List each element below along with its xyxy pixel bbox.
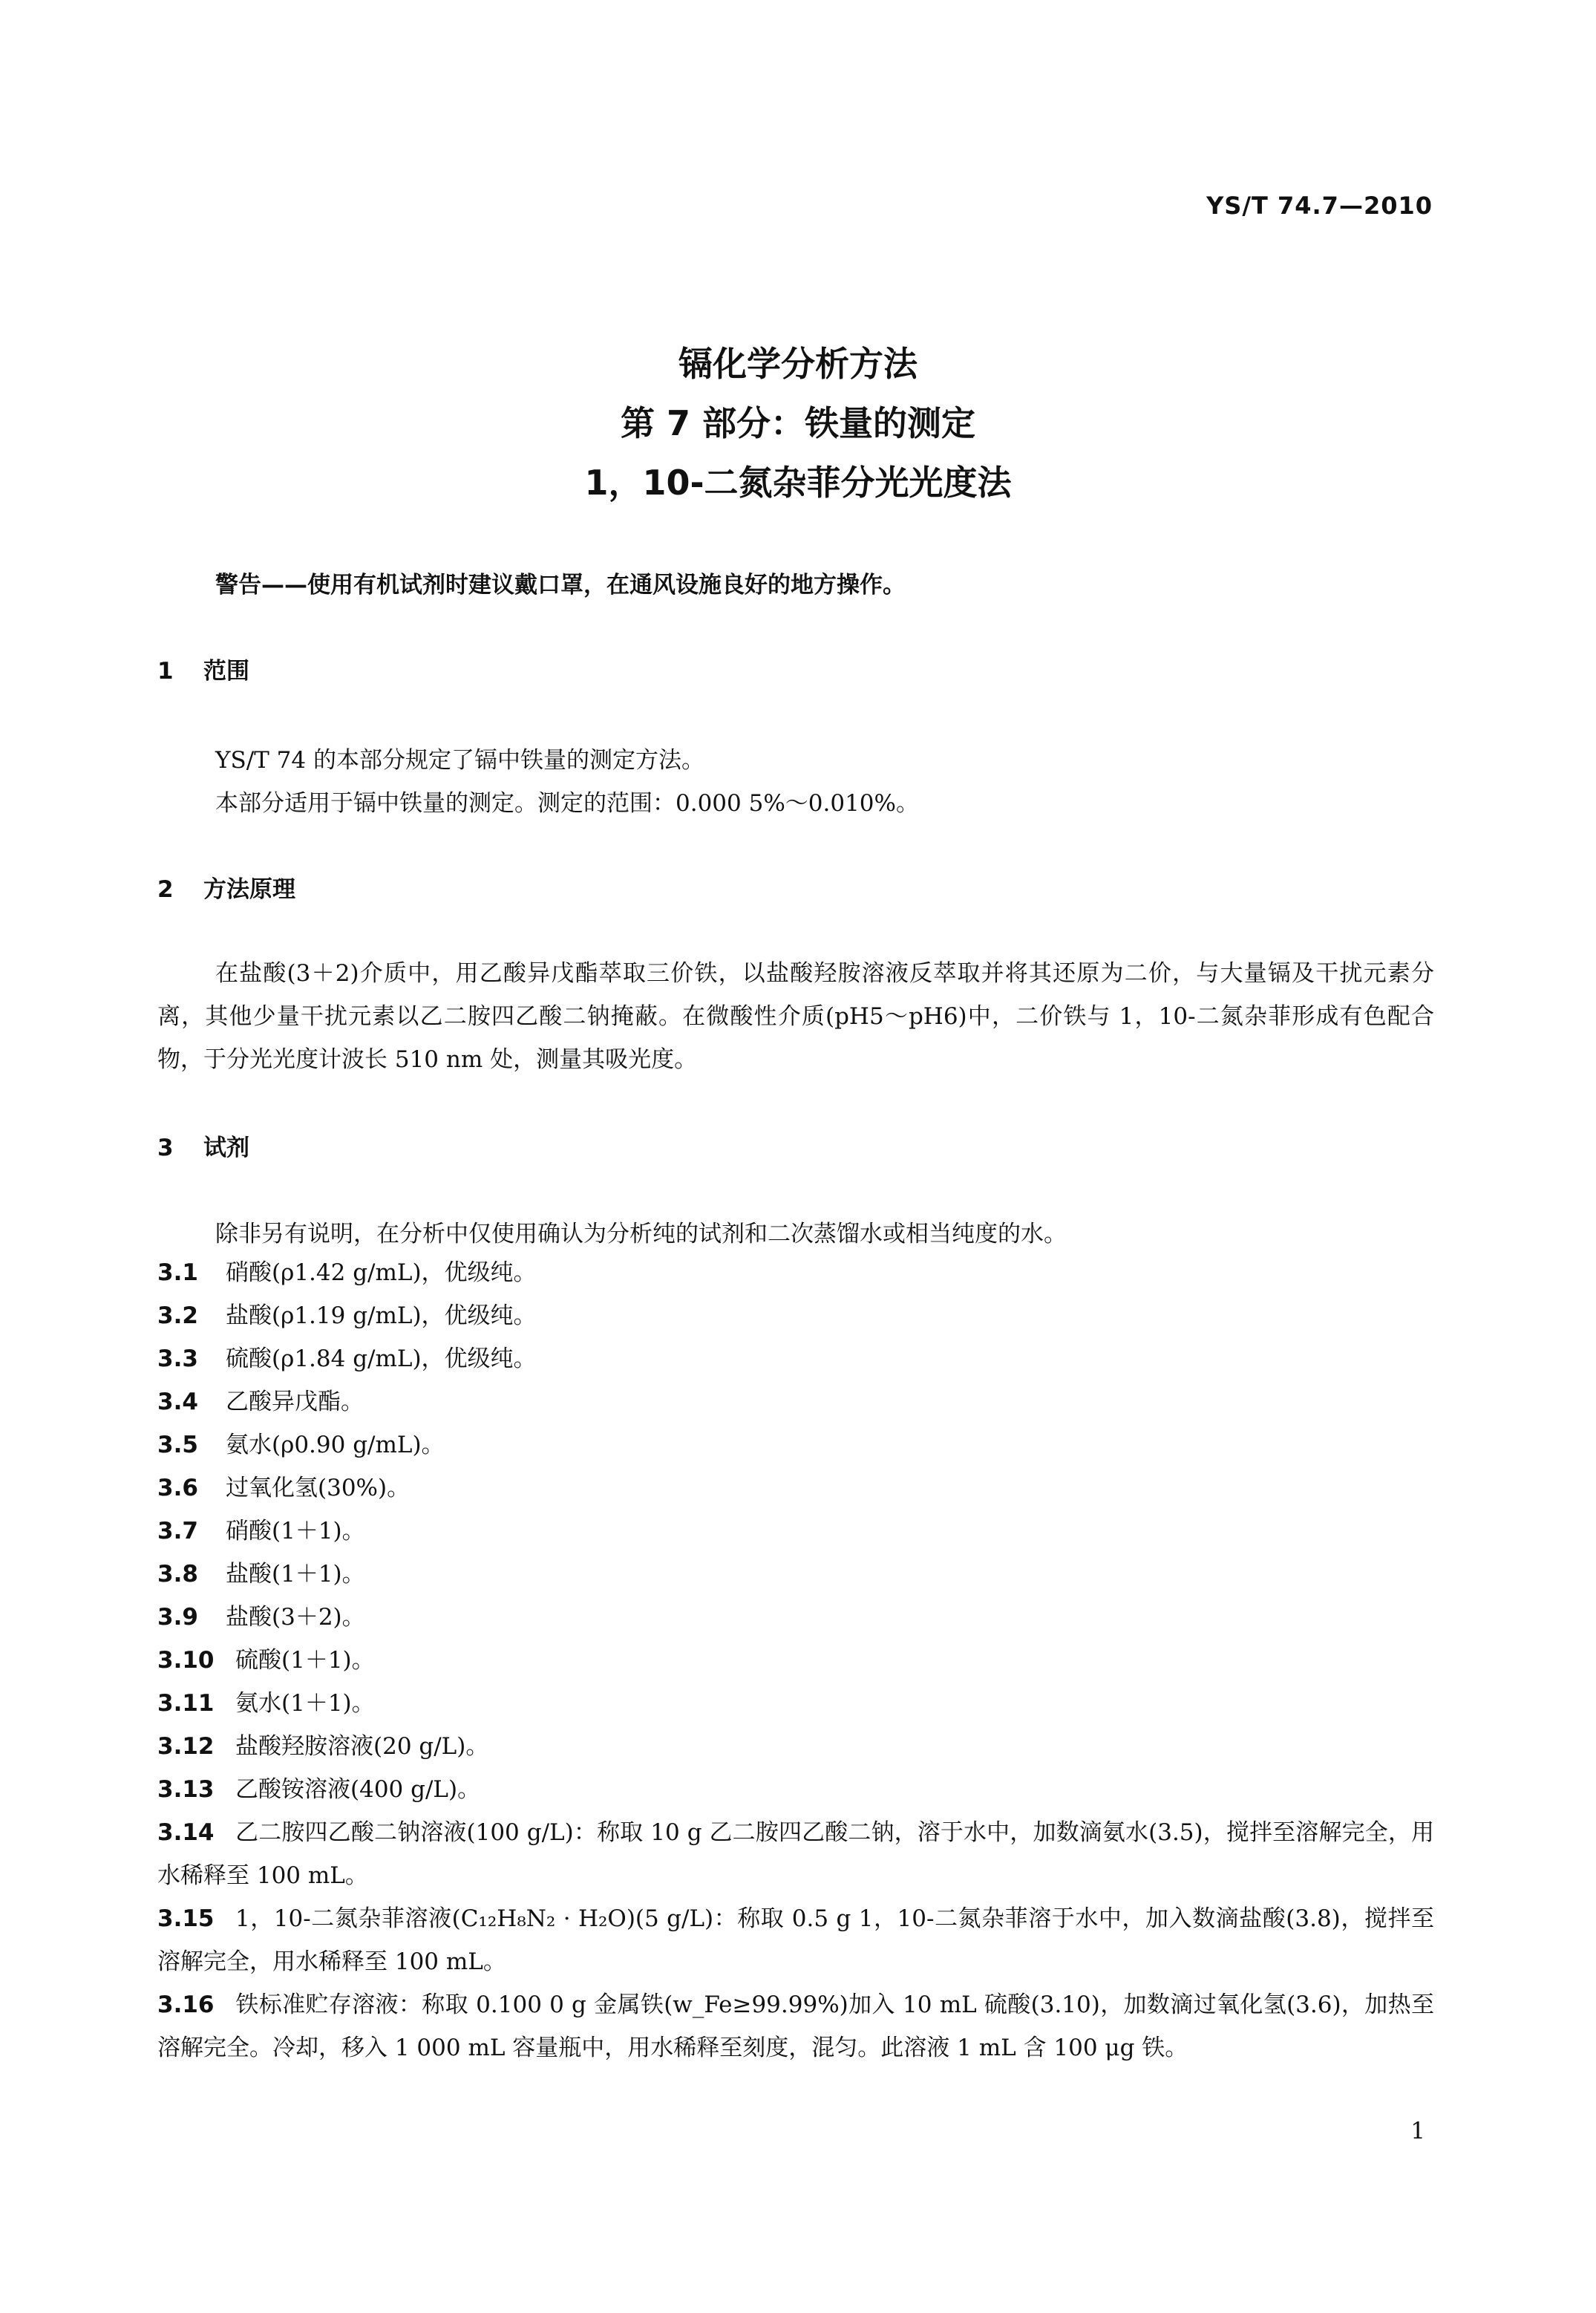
reagent-item: 3.7 硝酸(1＋1)。 xyxy=(157,1518,365,1544)
reagent-item: 3.2 盐酸(ρ1.19 g/mL)，优级纯。 xyxy=(157,1302,537,1329)
reagent-item: 3.4 乙酸异戊酯。 xyxy=(157,1389,364,1415)
section-number: 2 xyxy=(157,876,174,903)
reagent-item: 3.10 硫酸(1＋1)。 xyxy=(157,1647,375,1674)
standard-code: YS/T 74.7—2010 xyxy=(1206,192,1433,220)
section-3-heading xyxy=(157,1129,249,1162)
reagent-item: 3.12 盐酸羟胺溶液(20 g/L)。 xyxy=(157,1733,489,1760)
title-line-3: 1，10-二氮杂菲分光光度法 xyxy=(584,463,1012,503)
section-title: 范围 xyxy=(203,658,249,685)
title-line-1: 镉化学分析方法 xyxy=(678,344,918,384)
reagent-item: 3.6 过氧化氢(30%)。 xyxy=(157,1475,411,1501)
principle-paragraph: 在盐酸(3＋2)介质中，用乙酸异戊酯萃取三价铁，以盐酸羟胺溶液反萃取并将其还原为二价，与大量镉及干扰元素分离，其他少量干扰元素以乙二胺四乙酸二钠掩蔽。在微酸性介质(pH5～pH6)中，二价铁与 1，10-二氮杂菲形成有色配合物，于分光光度计波长 510 nm 处，测量其吸光度。 xyxy=(157,960,1434,1073)
document-title xyxy=(0,334,1596,512)
section-1-heading xyxy=(157,652,249,685)
title-line-2: 第 7 部分：铁量的测定 xyxy=(620,403,976,443)
warning-text: 警告——使用有机试剂时建议戴口罩，在通风设施良好的地方操作。 xyxy=(215,572,906,598)
section-title: 方法原理 xyxy=(203,876,295,903)
reagent-item: 3.13 乙酸铵溶液(400 g/L)。 xyxy=(157,1776,481,1803)
reagents-intro: 除非另有说明，在分析中仅使用确认为分析纯的试剂和二次蒸馏水或相当纯度的水。 xyxy=(215,1221,1067,1247)
reagent-item: 3.14 乙二胺四乙酸二钠溶液(100 g/L)：称取 10 g 乙二胺四乙酸二钠，溶于水中，加数滴氨水(3.5)，搅拌至溶解完全，用水稀释至 100 mL。 xyxy=(157,1819,1434,1889)
page-number: 1 xyxy=(1410,2118,1425,2144)
reagent-item: 3.11 氨水(1＋1)。 xyxy=(157,1690,375,1717)
reagent-item: 3.8 盐酸(1＋1)。 xyxy=(157,1561,365,1588)
section-number: 3 xyxy=(157,1135,174,1161)
section-number: 1 xyxy=(157,658,174,685)
section-title: 试剂 xyxy=(203,1135,249,1161)
scope-line-2: 本部分适用于镉中铁量的测定。测定的范围：0.000 5%～0.010%。 xyxy=(215,790,919,817)
reagent-item: 3.16 铁标准贮存溶液：称取 0.100 0 g 金属铁(w_Fe≥99.99%)加入 10 mL 硫酸(3.10)，加数滴过氧化氢(3.6)，加热至溶解完全。冷却，移入 1 000 mL 容量瓶中，用水稀释至刻度，混匀。此溶液 1 mL 含 100 μg 铁。 xyxy=(157,1991,1434,2061)
reagent-item: 3.9 盐酸(3＋2)。 xyxy=(157,1604,365,1631)
reagent-item: 3.15 1，10-二氮杂菲溶液(C₁₂H₈N₂ · H₂O)(5 g/L)：称取 0.5 g 1，10-二氮杂菲溶于水中，加入数滴盐酸(3.8)，搅拌至溶解完全，用水稀释至 100 mL。 xyxy=(157,1905,1434,1975)
reagent-item: 3.3 硫酸(ρ1.84 g/mL)，优级纯。 xyxy=(157,1345,537,1372)
section-2-heading xyxy=(157,870,295,904)
scope-line-1: YS/T 74 的本部分规定了镉中铁量的测定方法。 xyxy=(215,747,704,774)
reagent-item: 3.5 氨水(ρ0.90 g/mL)。 xyxy=(157,1432,445,1458)
reagent-item: 3.1 硝酸(ρ1.42 g/mL)，优级纯。 xyxy=(157,1259,537,1286)
